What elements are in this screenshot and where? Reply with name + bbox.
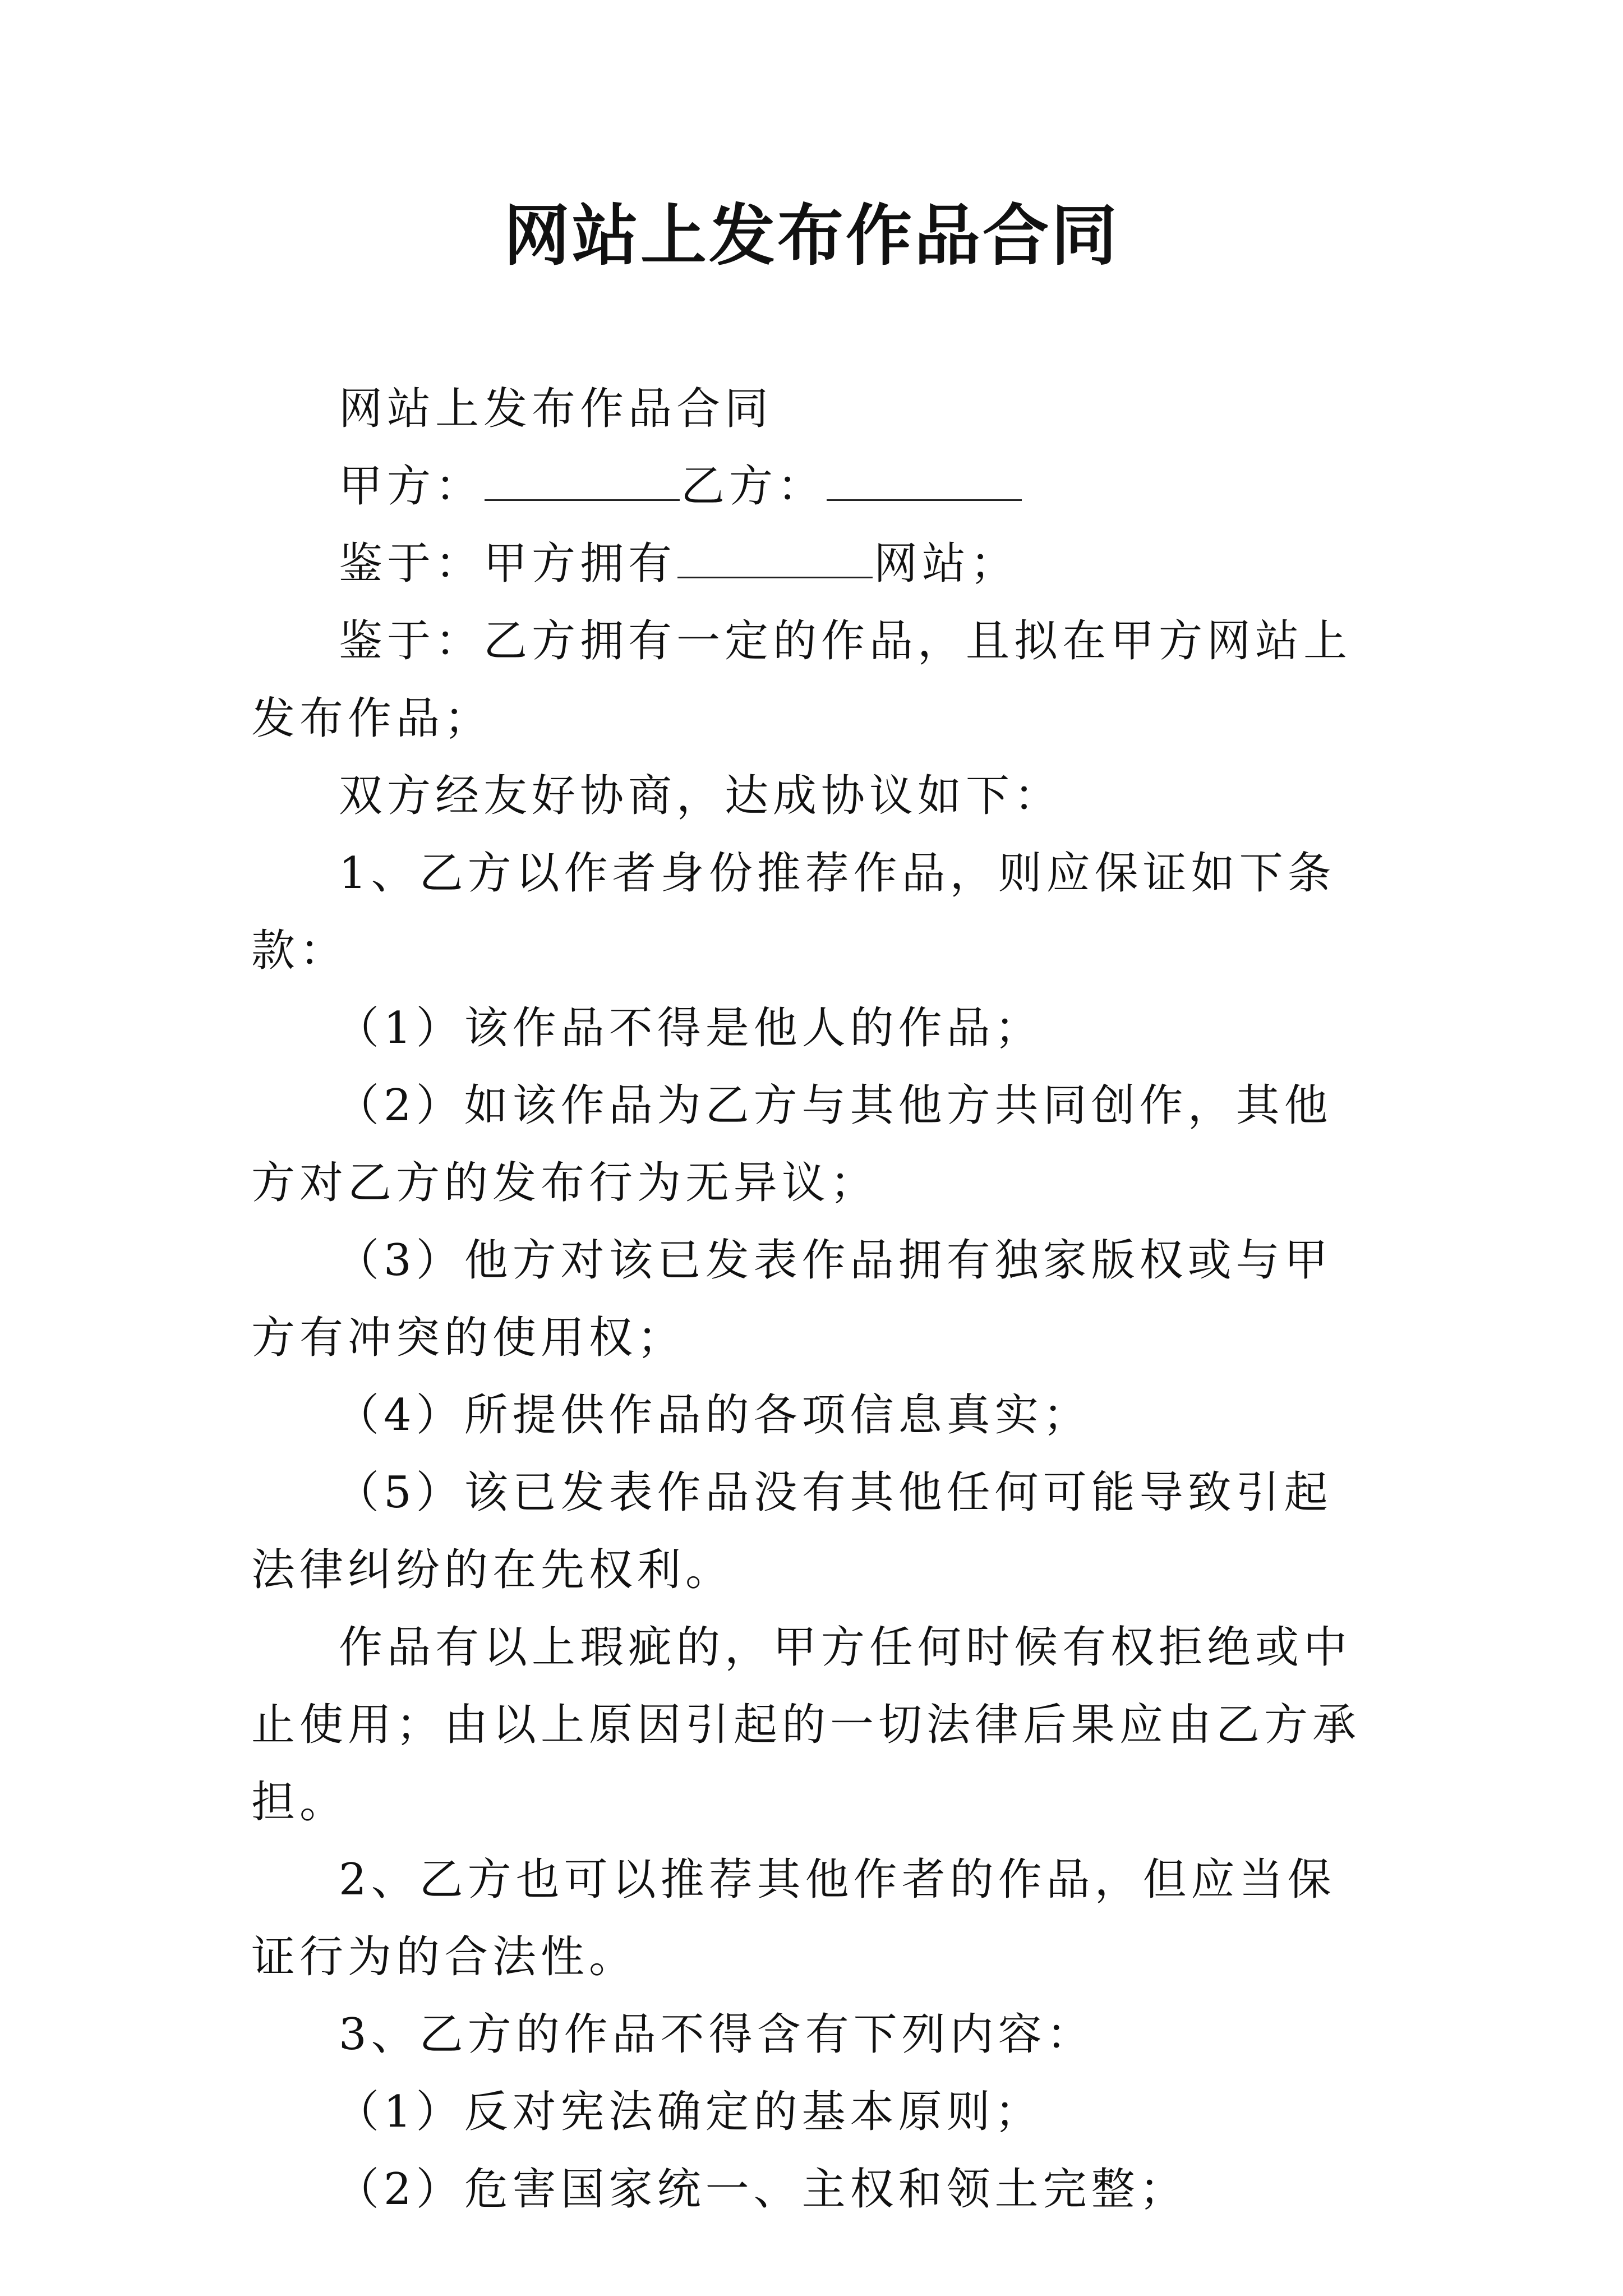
clause-1-item-1: （1）该作品不得是他人的作品； — [335, 1003, 1043, 1053]
paragraph-whereas-1 — [251, 525, 1378, 602]
website-name-blank — [677, 537, 873, 578]
clause-3: 3、乙方的作品不得含有下列内容： — [339, 2009, 1095, 2060]
party-b-blank — [827, 460, 1022, 501]
whereas-1-prefix: 鉴于：甲方拥有 — [339, 539, 677, 589]
clause-1-item-4: （4）所提供作品的各项信息真实； — [335, 1390, 1091, 1441]
paragraph-parties — [251, 448, 1378, 525]
clause-3-item-1: （1）反对宪法确定的基本原则； — [335, 2087, 1043, 2137]
party-a-blank — [485, 460, 680, 501]
clause-3-item-2: （2）危害国家统一、主权和领土完整； — [335, 2164, 1188, 2215]
document-body — [251, 370, 1378, 2228]
whereas-1-suffix: 网站； — [874, 539, 1019, 589]
clause-1-item-3: （3）他方对该已发表作品拥有独家版权或与甲方有冲突的使用权； — [251, 1235, 1332, 1363]
clause-2: 2、乙方也可以推荐其他作者的作品，但应当保证行为的合法性。 — [251, 1855, 1336, 1982]
clause-1: 1、乙方以作者身份推荐作品，则应保证如下条款： — [251, 848, 1336, 976]
party-a-label: 甲方： — [339, 461, 484, 512]
paragraph-subtitle: 网站上发布作品合同 — [339, 384, 773, 434]
document-title: 网站上发布作品合同 — [503, 196, 1119, 274]
clause-1-item-5: （5）该已发表作品没有其他任何可能导致引起法律纠纷的在先权利。 — [251, 1467, 1332, 1595]
paragraph-whereas-2: 鉴于：乙方拥有一定的作品，且拟在甲方网站上发布作品； — [251, 616, 1352, 744]
party-b-label: 乙方： — [681, 461, 826, 512]
clause-1-item-2: （2）如该作品为乙方与其他方共同创作，其他方对乙方的发布行为无异议； — [251, 1080, 1332, 1208]
clause-1-tail: 作品有以上瑕疵的，甲方任何时候有权拒绝或中止使用；由以上原因引起的一切法律后果应由乙方承担。 — [251, 1622, 1361, 1828]
paragraph-agreement: 双方经友好协商，达成协议如下： — [339, 771, 1063, 821]
